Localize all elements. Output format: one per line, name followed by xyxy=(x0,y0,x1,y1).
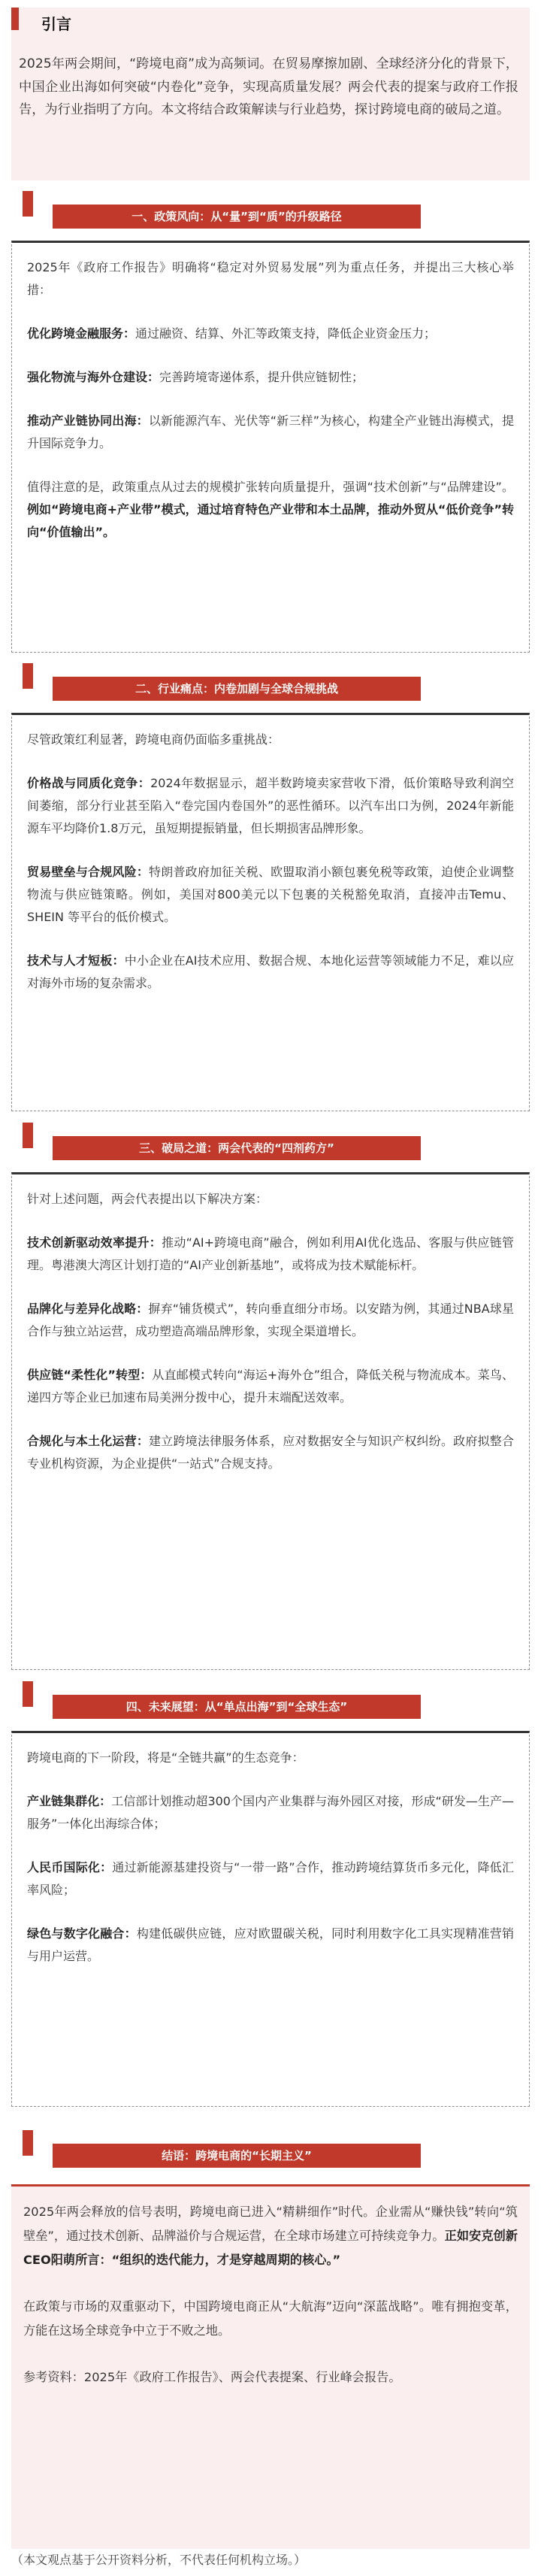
item-text: 通过新能源基建投资与“一带一路”合作，推动跨境结算货币多元化，降低汇率风险； xyxy=(27,1860,514,1897)
list-item xyxy=(27,1430,514,1475)
references: 参考资料：2025年《政府工作报告》、两会代表提案、行业峰会报告。 xyxy=(23,2370,401,2384)
conclusion-paragraph xyxy=(23,2200,518,2272)
item-text: 构建低碳供应链，应对欧盟碳关税，同时利用数字化工具实现精准营销与用户运营。 xyxy=(27,1926,514,1963)
item-text: 工信部计划推动超300个国内产业集群与海外园区对接，形成“研发—生产—服务”一体化出海综合体； xyxy=(27,1794,514,1831)
item-lead: 优化跨境金融服务： xyxy=(27,326,136,341)
section-heading-policy: 一、政策风向：从“量”到“质”的升级路径 xyxy=(53,205,421,229)
item-text: 摒弃“铺货模式”，转向垂直细分市场。以安踏为例，其通过NBA球星合作与独立站运营，成功塑造高端品牌形象，实现全渠道增长。 xyxy=(27,1302,514,1338)
conclusion-heading: 结语：跨境电商的“长期主义” xyxy=(53,2144,421,2168)
list-item xyxy=(27,861,514,929)
section-intro: 尽管政策红利显著，跨境电商仍面临多重挑战： xyxy=(27,732,280,747)
section-solutions xyxy=(11,1172,530,1670)
list-item xyxy=(27,366,514,389)
section-outlook xyxy=(11,1731,530,2107)
section-intro: 针对上述问题，两会代表提出以下解决方案： xyxy=(27,1192,268,1206)
item-lead: 供应链“柔性化”转型： xyxy=(27,1368,153,1382)
intro-title: 引言 xyxy=(41,15,71,33)
list-item xyxy=(27,772,514,840)
item-text: 建立跨境法律服务体系，应对数据安全与知识产权纠纷。政府拟整合专业机构资源，为企业提供“一站式”合规支持。 xyxy=(27,1434,514,1471)
note-emphasis: 例如“跨境电商+产业带”模式，通过培育特色产业带和本土品牌，推动外贸从“低价竞争”转向“价值输出”。 xyxy=(27,502,514,539)
intro-box xyxy=(11,8,530,180)
section-intro: 跨境电商的下一阶段，将是“全链共赢”的生态竞争： xyxy=(27,1750,304,1765)
item-lead: 技术与人才短板： xyxy=(27,953,125,968)
item-text: 2024年数据显示，超半数跨境卖家营收下滑，低价策略导致利润空间萎缩，部分行业甚至陷入“卷完国内卷国外”的恶性循环。以汽车出口为例，2024年新能源车平均降价1.8万元，虽短期提振销量，但长期损害品牌形象。 xyxy=(27,776,514,835)
list-item xyxy=(27,323,514,345)
item-lead: 产业链集群化： xyxy=(27,1794,112,1808)
section-pain-points xyxy=(11,713,530,1111)
item-text: 以新能源汽车、光伏等“新三样”为核心，构建全产业链出海模式，提升国际竞争力。 xyxy=(27,414,514,450)
item-lead: 技术创新驱动效率提升： xyxy=(27,1235,162,1250)
list-item xyxy=(27,410,514,455)
section-intro: 2025年《政府工作报告》明确将“稳定对外贸易发展”列为重点任务，并提出三大核心举措： xyxy=(27,260,514,297)
item-lead: 绿色与数字化融合： xyxy=(27,1926,137,1941)
section-policy xyxy=(11,241,530,653)
item-lead: 品牌化与差异化战略： xyxy=(27,1302,149,1316)
list-item xyxy=(27,950,514,995)
item-lead: 价格战与同质化竞争： xyxy=(27,776,151,790)
item-text: 从直邮模式转向“海运+海外仓”组合，降低关税与物流成本。菜鸟、递四方等企业已加速布局美洲分拨中心，提升末端配送效率。 xyxy=(27,1368,514,1405)
conclusion-box xyxy=(11,2184,530,2549)
note-text: 值得注意的是，政策重点从过去的规模扩张转向质量提升，强调“技术创新”与“品牌建设”。 xyxy=(27,480,514,494)
section-heading-solutions: 三、破局之道：两会代表的“四剂药方” xyxy=(53,1136,421,1160)
item-text: 通过融资、结算、外汇等政策支持，降低企业资金压力； xyxy=(135,326,437,341)
section-heading-pain-points: 二、行业痛点：内卷加剧与全球合规挑战 xyxy=(53,677,421,701)
conclusion-quote: 正如安克创新 CEO阳萌所言：“组织的迭代能力，才是穿越周期的核心。” xyxy=(23,2229,518,2267)
item-lead: 人民币国际化： xyxy=(27,1860,113,1874)
item-lead: 强化物流与海外仓建设： xyxy=(27,370,160,384)
item-lead: 贸易壁垒与合规风险： xyxy=(27,865,150,879)
conclusion-text: 2025年两会释放的信号表明，跨境电商已进入“精耕细作”时代。企业需从“赚快钱”转向“筑壁垒”，通过技术创新、品牌溢价与合规运营，在全球市场建立可持续竞争力。 xyxy=(23,2205,518,2243)
list-item xyxy=(27,1790,514,1835)
item-text: 完善跨境寄递体系，提升供应链韧性； xyxy=(159,370,364,384)
item-text: 中小企业在AI技术应用、数据合规、本地化运营等领域能力不足，难以应对海外市场的复杂需求。 xyxy=(27,953,514,990)
list-item xyxy=(27,1232,514,1277)
list-item xyxy=(27,1298,514,1343)
item-text: 特朗普政府加征关税、欧盟取消小额包裹免税等政策，迫使企业调整物流与供应链策略。例如，美国对800美元以下包裹的关税豁免取消，直接冲击Temu、SHEIN 等平台的低价模式。 xyxy=(27,865,514,924)
item-lead: 推动产业链协同出海： xyxy=(27,414,149,428)
list-item xyxy=(27,1923,514,1968)
item-text: 推动“AI+跨境电商”融合，例如利用AI优化选品、客服与供应链管理。粤港澳大湾区计划打造的“AI产业创新基地”，或将成为技术赋能标杆。 xyxy=(27,1235,514,1272)
section-heading-outlook: 四、未来展望：从“单点出海”到“全球生态” xyxy=(53,1695,421,1719)
section-note xyxy=(27,476,514,544)
item-lead: 合规化与本土化运营： xyxy=(27,1434,150,1448)
intro-text: 2025年两会期间，“跨境电商”成为高频词。在贸易摩擦加剧、全球经济分化的背景下，中国企业出海如何突破“内卷化”竞争，实现高质量发展？两会代表的提案与政府工作报告，为行业指明了方向。本文将结合政策解读与行业趋势，探讨跨境电商的破局之道。 xyxy=(19,56,518,117)
list-item xyxy=(27,1364,514,1409)
conclusion-paragraph: 在政策与市场的双重驱动下，中国跨境电商正从“大航海”迈向“深蓝战略”。唯有拥抱变革，方能在这场全球竞争中立于不败之地。 xyxy=(23,2299,518,2338)
intro-accent-bar xyxy=(11,8,19,30)
disclaimer: （本文观点基于公开资料分析，不代表任何机构立场。） xyxy=(11,2553,307,2567)
list-item xyxy=(27,1856,514,1902)
